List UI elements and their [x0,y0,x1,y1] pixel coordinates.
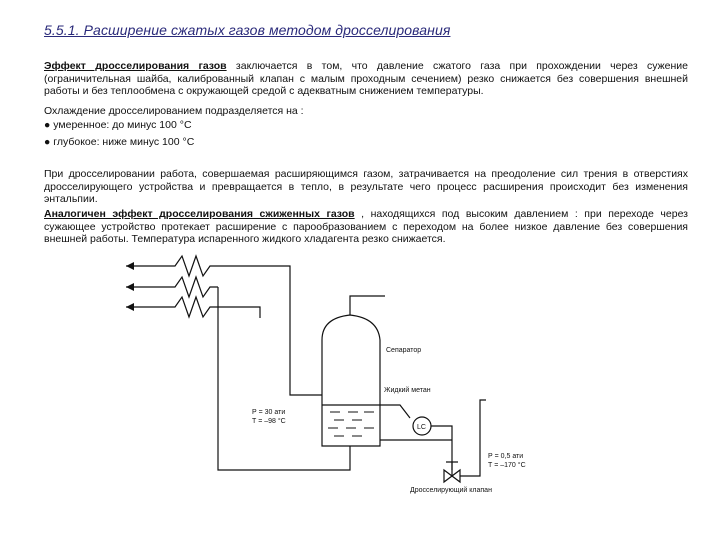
liquid-hatching [328,412,374,436]
right-pressure-label: Р = 0,5 ати [488,453,524,460]
flow-arrows [126,262,134,311]
list-item-deep: ● глубокое: ниже минус 100 °С [44,136,195,148]
liquid-methane-label: Жидкий метан [384,387,431,394]
gas-riser-line [218,287,350,470]
term-liquefied-gases: Аналогичен эффект дросселирования сжиженных газов [44,208,355,220]
valve-outlet-line [460,400,486,476]
term-throttling-effect: Эффект дросселирования газов [44,60,227,72]
paragraph-classification: Охлаждение дросселированием подразделяется на : [44,105,304,117]
controller-to-valve [431,426,452,462]
lc-label: LC [417,424,426,431]
gas-return-line [218,307,260,318]
exchanger-line-bottom [126,297,218,317]
paragraph-text: заключается в том, что давление сжатого газа при прохождении через сужение (ограничительная шайба, калиброванный клапан с малым проходным сечением) резко снижается без совершения внешней работы и без теплообмена с окружающей средой с адекватным снижением температуры. [44,60,689,98]
left-pressure-label: Р = 30 ати [252,409,286,416]
separator-vessel [322,315,380,446]
level-controller-link [380,405,410,418]
throttling-valve-label: Дросселирующий клапан [410,487,492,494]
valve-stem [446,462,458,470]
separator-label: Сепаратор [386,347,422,354]
list-item-moderate: ● умеренное: до минус 100 °С [44,119,192,131]
left-temperature-label: Т = –98 °С [252,418,286,425]
exchanger-line-middle [126,277,218,297]
paragraph-enthalpy: При дросселировании работа, совершаемая расширяющимся газом, затрачивается на преодоление сил трения в отверстиях дросселирующего устройства и превращается в тепло, в результате чего процесс расширения происходит без изменения энтальпии. [44,168,688,206]
right-temperature-label: Т = –170 °С [488,462,526,469]
flow-arrow-bottom [126,303,134,311]
page-title: 5.5.1. Расширение сжатых газов методом дросселирования [44,22,451,38]
flow-arrow-top [126,262,134,270]
flow-arrow-middle [126,283,134,291]
separator-gas-outlet [350,296,385,315]
exchanger-line-top [126,256,322,395]
paragraph-text: , находящихся под высоким давлением : при переходе через сужающее устройство протекает расширение с парообразованием с переходом на более низкое давление без совершения внешней работы. Температура испаренного жидкого хладагента резко снижается. [44,208,688,246]
